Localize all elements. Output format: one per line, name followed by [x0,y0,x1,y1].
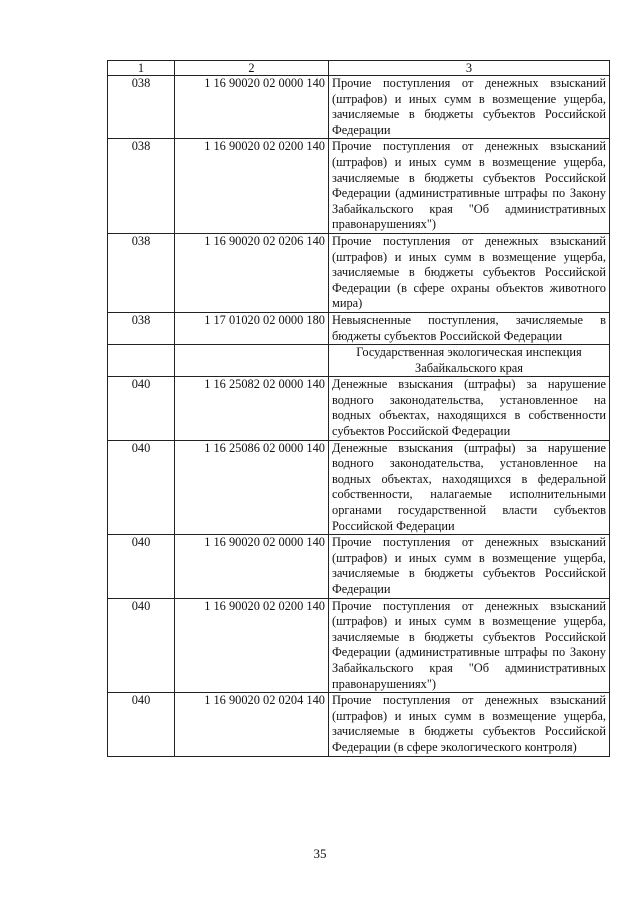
table-row [108,233,610,312]
budget-classification-code: 1 16 90020 02 0204 140 [175,693,329,756]
revenue-description: Невыясненные поступления, зачисляемые в бюджеты субъектов Российской Федерации [329,312,610,344]
revenue-description: Прочие поступления от денежных взысканий (штрафов) и иных сумм в возмещение ущерба, зачисляемые в бюджеты субъектов Российской Федерации (в сфере охраны объектов животного мира) [329,233,610,312]
table-row [108,139,610,234]
revenue-description: Прочие поступления от денежных взысканий (штрафов) и иных сумм в возмещение ущерба, зачисляемые в бюджеты субъектов Российской Федерации [329,76,610,139]
administrator-code: 038 [108,312,175,344]
table-row [108,693,610,756]
revenue-code-table [107,60,610,757]
revenue-description: Прочие поступления от денежных взысканий (штрафов) и иных сумм в возмещение ущерба, зачисляемые в бюджеты субъектов Российской Федерации [329,535,610,598]
budget-classification-code: 1 16 90020 02 0200 140 [175,139,329,234]
administrator-code: 040 [108,377,175,440]
revenue-description: Прочие поступления от денежных взысканий (штрафов) и иных сумм в возмещение ущерба, зачисляемые в бюджеты субъектов Российской Федерации (административные штрафы по Закону Забайкальского края "Об административных правонарушениях") [329,139,610,234]
table-row [108,312,610,344]
table-row [108,598,610,693]
administrator-code: 040 [108,598,175,693]
budget-classification-code: 1 16 25082 02 0000 140 [175,377,329,440]
table-row [108,76,610,139]
empty-cell [108,345,175,377]
budget-classification-code: 1 16 90020 02 0206 140 [175,233,329,312]
revenue-description: Прочие поступления от денежных взысканий (штрафов) и иных сумм в возмещение ущерба, зачисляемые в бюджеты субъектов Российской Федерации (в сфере экологического контроля) [329,693,610,756]
table-body [108,76,610,757]
administrator-code: 040 [108,693,175,756]
header-col-3: 3 [329,61,610,76]
empty-cell [175,345,329,377]
header-col-2: 2 [175,61,329,76]
table-header-row [108,61,610,76]
revenue-description: Денежные взыскания (штрафы) за нарушение водного законодательства, установленное на водных объектах, находящихся в собственности субъектов Российской Федерации [329,377,610,440]
section-heading: Государственная экологическая инспекция Забайкальского края [329,345,610,377]
administrator-code: 038 [108,76,175,139]
table-header [108,61,610,76]
budget-classification-code: 1 16 25086 02 0000 140 [175,440,329,535]
budget-classification-code: 1 16 90020 02 0200 140 [175,598,329,693]
administrator-code: 038 [108,139,175,234]
revenue-description: Денежные взыскания (штрафы) за нарушение водного законодательства, установленное на водных объектах, находящихся в федеральной собственности, налагаемые исполнительными органами государственной власти субъектов Российской Федерации [329,440,610,535]
page-number: 35 [313,846,327,861]
administrator-code: 040 [108,535,175,598]
administrator-code: 038 [108,233,175,312]
budget-classification-code: 1 16 90020 02 0000 140 [175,535,329,598]
section-heading-row [108,345,610,377]
table-row [108,377,610,440]
administrator-code: 040 [108,440,175,535]
revenue-description: Прочие поступления от денежных взысканий (штрафов) и иных сумм в возмещение ущерба, зачисляемые в бюджеты субъектов Российской Федерации (административные штрафы по Закону Забайкальского края "Об административных правонарушениях") [329,598,610,693]
table-row [108,440,610,535]
header-col-1: 1 [108,61,175,76]
table-row [108,535,610,598]
budget-classification-code: 1 17 01020 02 0000 180 [175,312,329,344]
budget-classification-code: 1 16 90020 02 0000 140 [175,76,329,139]
